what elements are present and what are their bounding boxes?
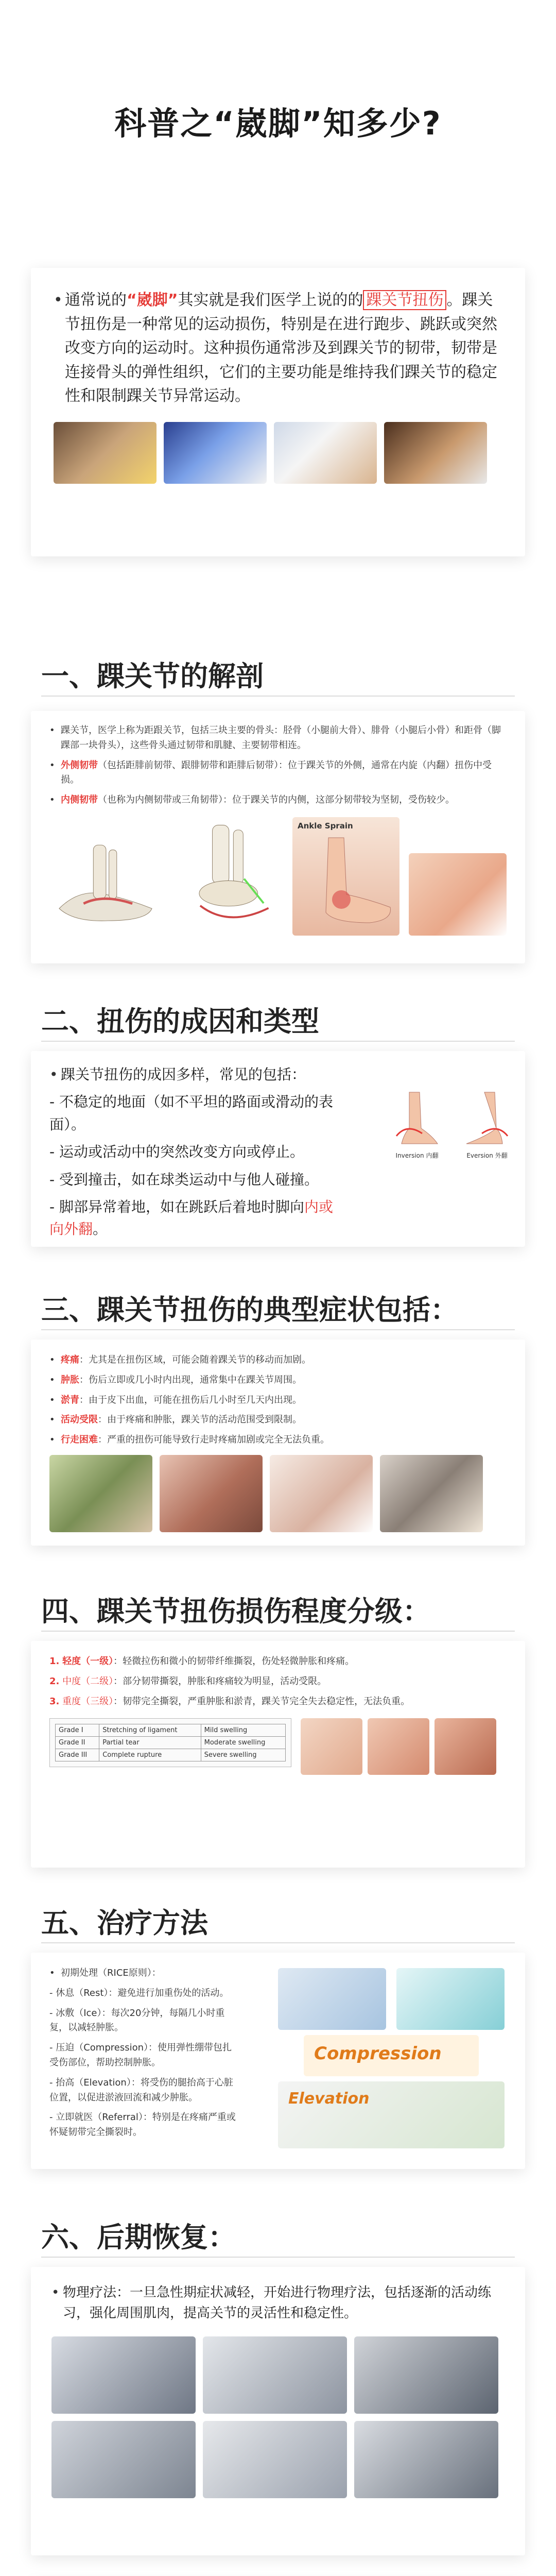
- section-1-card: [31, 711, 525, 963]
- grade-1-num: 1.: [49, 1656, 60, 1667]
- sprain-foot-icon: [292, 817, 406, 936]
- cause-item-3: - 受到撞击，如在球类运动中与他人碰撞。: [49, 1171, 319, 1188]
- section-4-heading: 四、踝关节扭伤损伤程度分级：: [41, 1595, 430, 1628]
- physio-photo-2: [203, 2336, 347, 2414]
- table-cell: Grade I: [56, 1724, 99, 1737]
- section-5-rule: [41, 1942, 515, 1943]
- grade-foot-images: [301, 1718, 496, 1775]
- rice-6: - 立即就医（Referral）：特别是在疼痛严重或怀疑韧带完全撕裂时。: [49, 2112, 236, 2138]
- grade-1-label: 轻度（一级）: [62, 1656, 114, 1667]
- ankle-joint-diagram: [171, 817, 283, 936]
- ankle-sprain-figure: [292, 817, 400, 936]
- cause-item-2: - 运动或活动中的突然改变方向或停止。: [49, 1143, 305, 1161]
- grade-1: [49, 1654, 507, 1669]
- physio-photo-6: [354, 2421, 498, 2498]
- intro-term: 踝关节扭伤: [363, 290, 446, 310]
- cause-item-4: - 脚部异常着地，如在跳跃后着地时脚向内或向外翻。: [49, 1198, 334, 1238]
- section-4-rule: [41, 1631, 515, 1632]
- table-row: [56, 1737, 286, 1749]
- symptom-2: [49, 1373, 507, 1388]
- symptom-2-text: ：伤后立即或几小时内出现，通常集中在踝关节周围。: [79, 1374, 302, 1385]
- inversion-eversion-figures: [386, 1087, 518, 1159]
- physio-photo-5: [203, 2421, 347, 2498]
- swelling-photo: [270, 1455, 373, 1532]
- intro-mid: 其实就是我们医学上说的的: [178, 291, 363, 309]
- symptom-4: [49, 1413, 507, 1428]
- grade-table: [55, 1724, 286, 1761]
- rice-5: - 抬高（Elevation）：将受伤的腿抬高于心脏位置，以促进淤液回流和减少肿胀。: [49, 2077, 233, 2103]
- rice-1: • 初期处理（RICE原则）：: [49, 1966, 239, 1981]
- table-cell: Moderate swelling: [201, 1737, 285, 1749]
- medial-text: （也称为内侧韧带或三角韧带）：位于踝关节的内侧，这部分韧带较为坚韧，受伤较少。: [98, 794, 455, 806]
- intro-card: [31, 268, 525, 556]
- section-2-rule: [41, 1041, 515, 1042]
- elevation-label: Elevation: [288, 2090, 370, 2108]
- physio-photo-1: [51, 2336, 196, 2414]
- table-cell: Complete rupture: [99, 1749, 201, 1761]
- grade-3-num: 3.: [49, 1696, 60, 1707]
- cause-text-2: 运动或活动中的突然改变方向或停止。: [59, 1143, 305, 1161]
- swollen-ankle-photo: [409, 853, 507, 936]
- physio-photo-3: [354, 2336, 498, 2414]
- intro-paragraph: [54, 289, 502, 409]
- lateral-label: 外侧韧带: [61, 759, 98, 771]
- symptom-4-label: 活动受限: [61, 1414, 98, 1426]
- symptom-1-text: ：尤其是在扭伤区域，可能会随着踝关节的移动而加剧。: [79, 1354, 311, 1365]
- cause-item-1: - 不稳定的地面（如不平坦的路面或滑动的表面）。: [49, 1093, 334, 1133]
- section-1-heading: 一、踝关节的解剖: [41, 660, 264, 692]
- section-1-rule: [41, 696, 515, 697]
- symptom-4-text: ：由于疼痛和肿胀，踝关节的活动范围受到限制。: [98, 1414, 302, 1426]
- anatomy-figure-row: [49, 817, 507, 936]
- section-4-card: [31, 1641, 525, 1868]
- basketball-photo: [54, 422, 157, 484]
- inversion-foot-icon: [386, 1087, 448, 1149]
- section-3-card: [31, 1340, 525, 1546]
- rice-illustrations: [278, 1968, 510, 2154]
- table-cell: Grade III: [56, 1749, 99, 1761]
- grade-3-text: ：韧带完全撕裂，严重肿胀和淤青，踝关节完全失去稳定性，无法负重。: [113, 1696, 410, 1707]
- section-6-rule: [41, 2257, 515, 2258]
- intro-photo-row: [54, 422, 502, 484]
- section-2-heading: 二、扭伤的成因和类型: [41, 1005, 319, 1038]
- table-cell: Partial tear: [99, 1737, 201, 1749]
- grade-2-text: ：部分韧带撕裂，肿胀和疼痛较为明显，活动受限。: [113, 1675, 327, 1687]
- bruise-photo: [160, 1455, 263, 1532]
- grade-1-foot-image: [301, 1718, 362, 1775]
- section-6-heading: 六、后期恢复：: [41, 2221, 236, 2253]
- lateral-ligament-paragraph: [49, 758, 507, 788]
- symptom-3-text: ：由于皮下出血，可能在扭伤后几小时至几天内出现。: [79, 1394, 302, 1405]
- ice-illustration: [396, 1968, 505, 2030]
- symptom-5: [49, 1433, 507, 1448]
- eversion-figure: [456, 1087, 518, 1159]
- intro-rest: 。踝关节扭伤是一种常见的运动损伤，特别是在进行跑步、跳跃或突然改变方向的运动时。这种损伤通常涉及到踝关节的韧带，韧带是连接骨头的弹性组织，它们的主要功能是维持我们踝关节的稳定性和限制踝关节异常运动。: [65, 291, 497, 405]
- pain-photo: [49, 1455, 152, 1532]
- compression-label: Compression: [314, 2043, 442, 2064]
- medial-ligament-paragraph: [49, 793, 507, 808]
- section-5-heading: 五、治疗方法: [41, 1907, 208, 1939]
- soccer-photo: [164, 422, 267, 484]
- grade-table-panel: [49, 1718, 291, 1767]
- intro-quote: “崴脚”: [127, 291, 178, 309]
- table-row: [56, 1724, 286, 1737]
- grade-2-label: 中度（二级）: [62, 1675, 114, 1687]
- cause-text-4-post: 。: [93, 1221, 108, 1238]
- compression-banner: [304, 2035, 479, 2076]
- table-cell: Mild swelling: [201, 1724, 285, 1737]
- lateral-text: （包括距腓前韧带、跟腓韧带和距腓后韧带）：位于踝关节的外侧，通常在内旋（内翻）扭伤中受损。: [61, 759, 492, 786]
- grade-3: [49, 1694, 507, 1709]
- cause-text-4-highlight: 内或向外翻: [49, 1198, 334, 1238]
- table-cell: Stretching of ligament: [99, 1724, 201, 1737]
- anatomy-paragraph: • 踝关节，医学上称为距跟关节，包括三块主要的骨头：胫骨（小腿前大骨）、腓骨（小腿后小骨）和距骨（脚踝部一块骨头），这些骨头通过韧带和肌腱、主要韧带相连。: [49, 723, 507, 753]
- section-2-card: [31, 1051, 525, 1247]
- intro-pre: 通常说的: [65, 291, 127, 309]
- ankle-hold-photo: [384, 422, 487, 484]
- eversion-label: Eversion 外翻: [466, 1152, 508, 1159]
- eversion-foot-icon: [456, 1087, 518, 1149]
- cause-text-1: 不稳定的地面（如不平坦的路面或滑动的表面）。: [49, 1093, 334, 1133]
- symptom-5-text: ：严重的扭伤可能导致行走时疼痛加剧或完全无法负重。: [98, 1434, 329, 1446]
- grade-2: [49, 1674, 507, 1689]
- cause-text-3: 受到撞击，如在球类运动中与他人碰撞。: [59, 1171, 319, 1188]
- symptom-3-label: 淤青: [61, 1394, 79, 1405]
- physio-photo-grid: [51, 2336, 505, 2498]
- walking-photo: [380, 1455, 483, 1532]
- symptom-3: [49, 1393, 507, 1408]
- rice-3: - 冰敷（Ice）：每次20分钟，每隔几小时重复，以减轻肿胀。: [49, 2007, 225, 2033]
- grade-1-text: ：轻微拉伤和微小的韧带纤维撕裂，伤处轻微肿胀和疼痛。: [113, 1656, 355, 1667]
- rice-2: - 休息（Rest）：避免进行加重伤处的活动。: [49, 1987, 229, 1998]
- medial-label: 内侧韧带: [61, 794, 98, 806]
- badminton-photo: [274, 422, 377, 484]
- symptom-2-label: 肿胀: [61, 1374, 79, 1385]
- rest-illustration: [278, 1968, 386, 2030]
- section-6-card-1: [31, 2267, 525, 2555]
- table-cell: Severe swelling: [201, 1749, 285, 1761]
- grade-figure-row: [49, 1718, 507, 1775]
- page-title: 科普之“崴脚”知多少?: [114, 105, 442, 142]
- ankle-sprain-label: Ankle Sprain: [297, 821, 353, 831]
- inversion-figure: [386, 1087, 448, 1159]
- inversion-label: Inversion 内翻: [395, 1152, 439, 1159]
- foot-bones-diagram: [49, 833, 162, 936]
- rice-4: - 压迫（Compression）：使用弹性绷带包扎受伤部位，帮助控制肿胀。: [49, 2042, 232, 2068]
- causes-lead: • 踝关节扭伤的成因多样，常见的包括：: [49, 1063, 342, 1086]
- table-cell: Grade II: [56, 1737, 99, 1749]
- grade-3-label: 重度（三级）: [62, 1696, 114, 1707]
- grade-2-foot-image: [368, 1718, 429, 1775]
- symptom-photo-row: [49, 1455, 507, 1532]
- table-row: [56, 1749, 286, 1761]
- grade-3-foot-image: [435, 1718, 496, 1775]
- physio-paragraph: • 物理疗法：一旦急性期症状减轻，开始进行物理疗法，包括逐渐的活动练习，强化周围肌肉，提高关节的灵活性和稳定性。: [51, 2282, 505, 2324]
- symptom-1-label: 疼痛: [61, 1354, 79, 1365]
- section-3-rule: [41, 1329, 515, 1330]
- elevation-illustration: [278, 2081, 505, 2148]
- section-3-heading: 三、踝关节扭伤的典型症状包括：: [41, 1294, 458, 1326]
- symptom-1: [49, 1353, 507, 1368]
- grade-2-num: 2.: [49, 1675, 60, 1687]
- symptom-5-label: 行走困难: [61, 1434, 98, 1446]
- physio-photo-4: [51, 2421, 196, 2498]
- section-5-card: [31, 1953, 525, 2169]
- cause-text-4-pre: 脚部异常着地，如在跳跃后着地时脚向: [59, 1198, 305, 1215]
